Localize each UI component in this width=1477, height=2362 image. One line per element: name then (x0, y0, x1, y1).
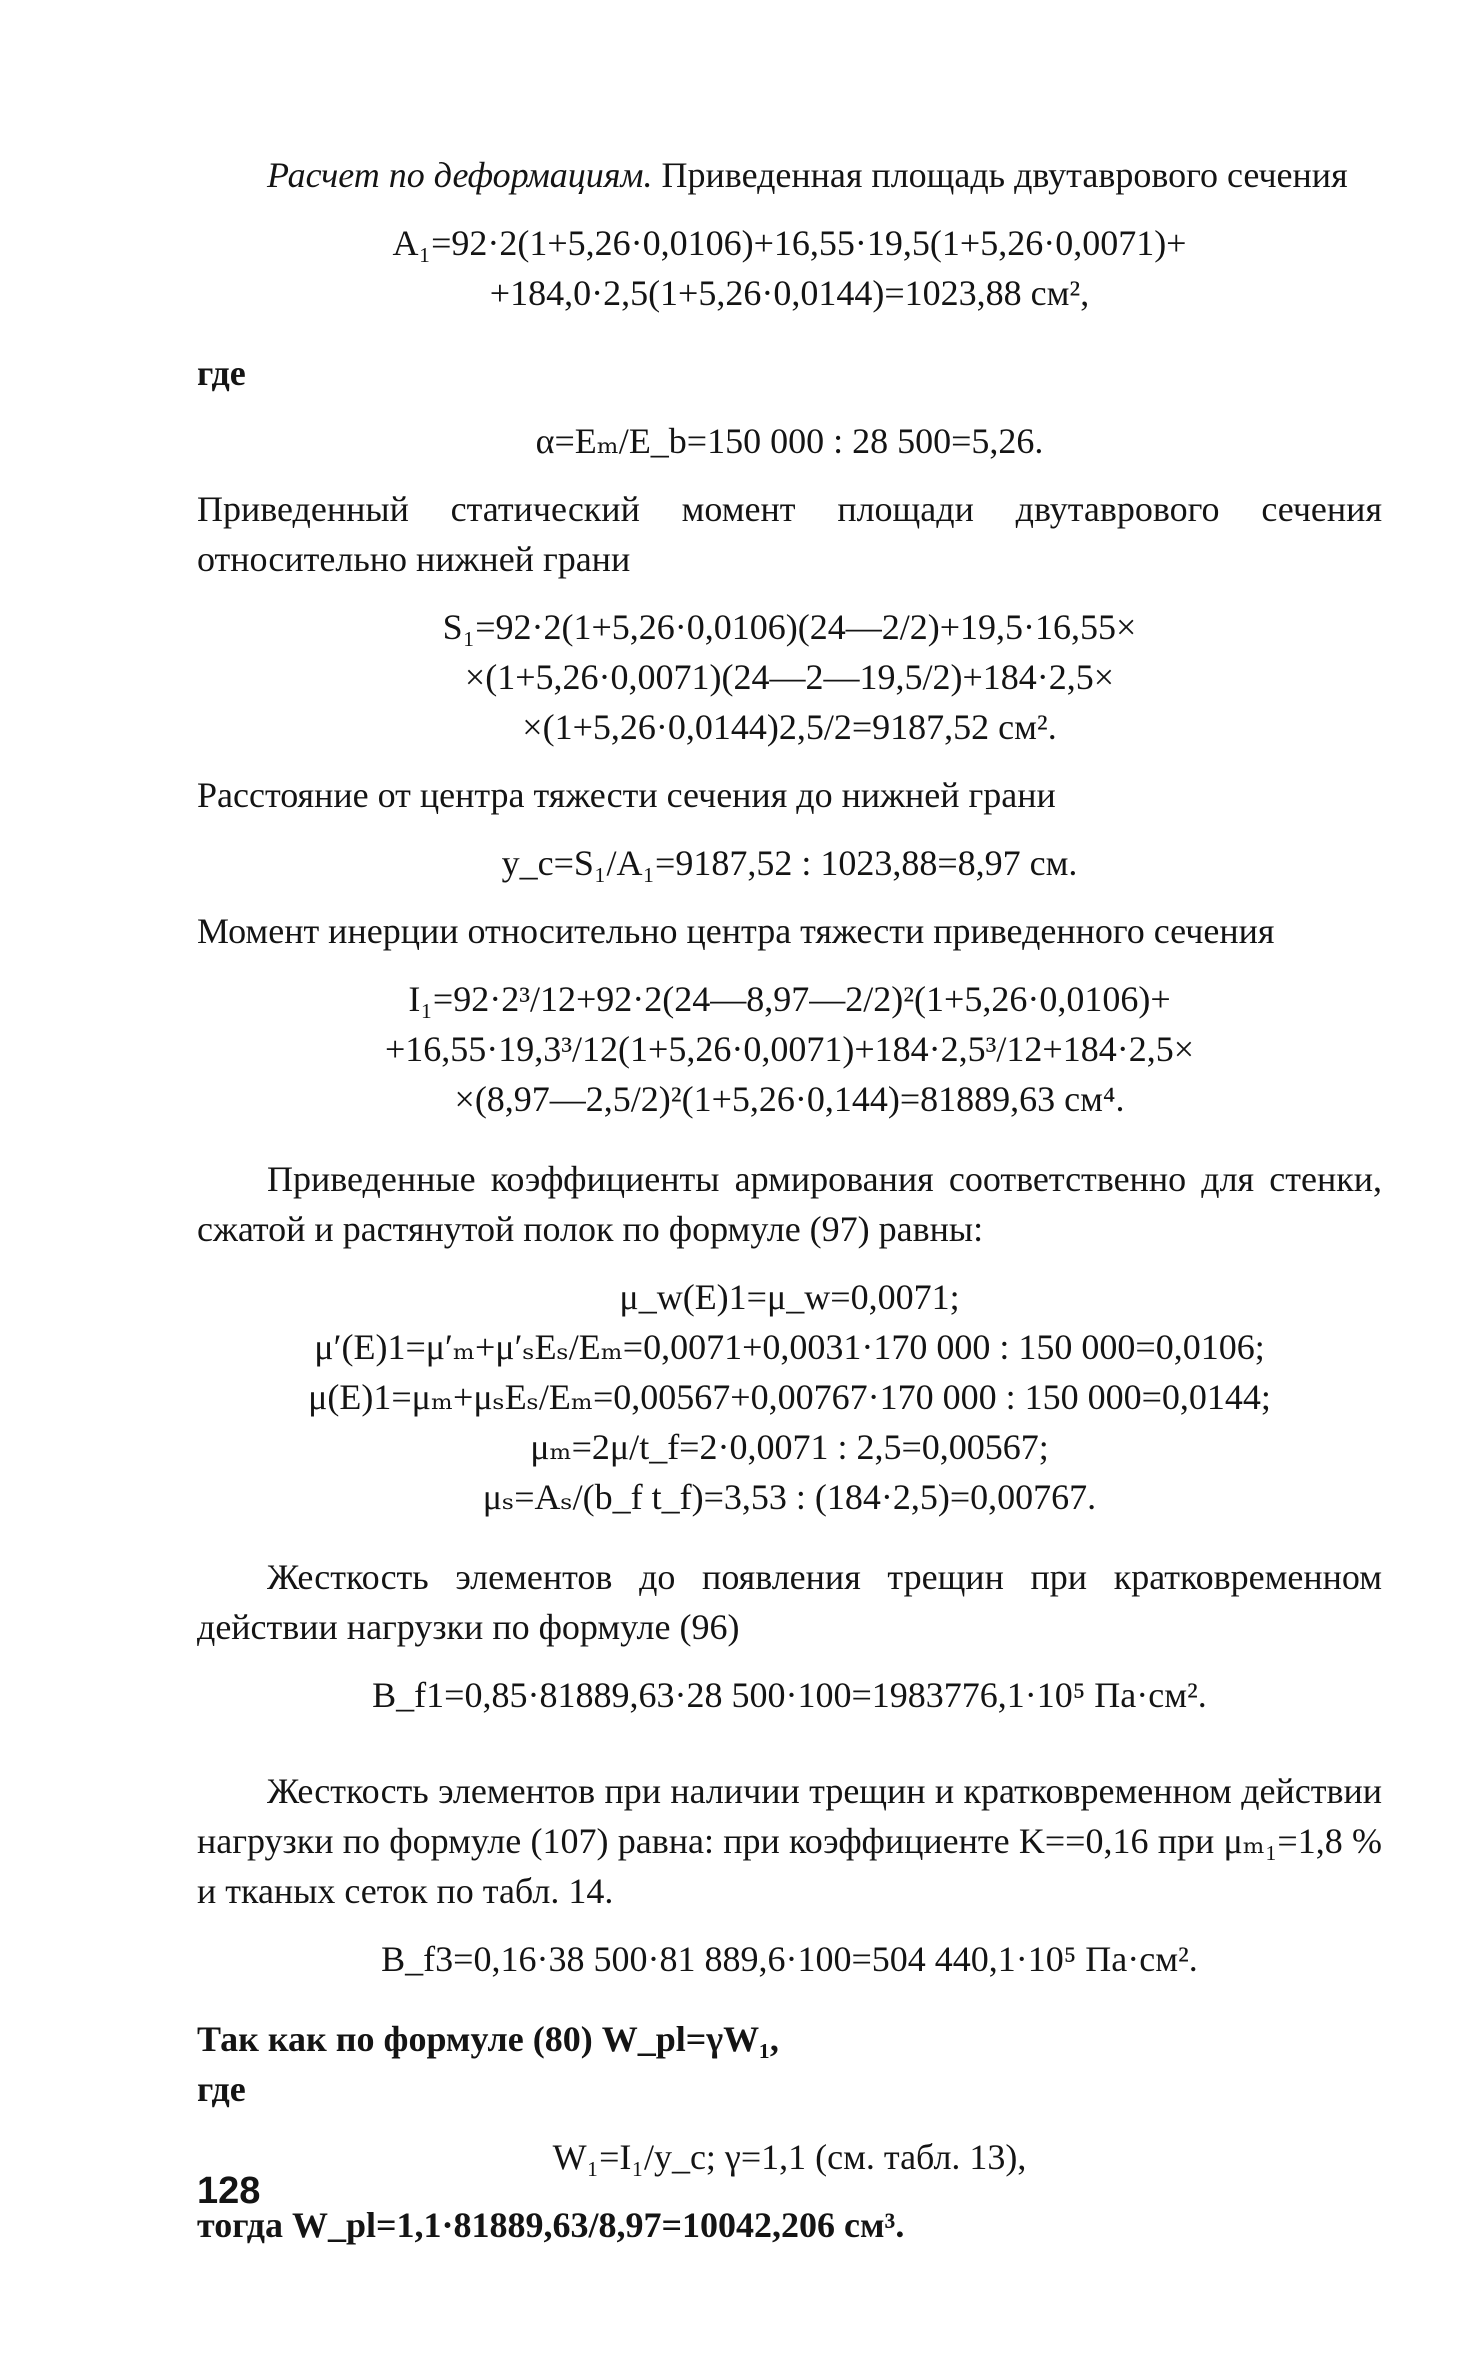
formula-alpha: α=Eₘ/E_b=150 000 : 28 500=5,26. (535, 421, 1044, 461)
paragraph-then-Wpl: тогда W_pl=1,1·81889,63/8,97=10042,206 см³. (197, 2205, 905, 2245)
section-run-in-title: Расчет по деформациям. (267, 155, 653, 195)
formula-mu-line3: μ(E)1=μₘ+μₛEₛ/Eₘ=0,00567+0,00767·170 000 : 150 000=0,0144; (308, 1377, 1271, 1417)
word-where: где (197, 353, 246, 393)
formula-Bf3: B_f3=0,16·38 500·81 889,6·100=504 440,1·10⁵ Па·см². (381, 1939, 1198, 1979)
paragraph-since-formula-80: Так как по формуле (80) W_pl=γW₁, (197, 2019, 779, 2059)
formula-A1-line2: +184,0·2,5(1+5,26·0,0144)=1023,88 см², (489, 273, 1090, 313)
paragraph-centroid-distance: Расстояние от центра тяжести сечения до нижней грани (197, 775, 1056, 815)
formula-I1-line1: I₁=92·2³/12+92·2(24—8,97—2/2)²(1+5,26·0,0106)+ (408, 979, 1171, 1019)
page-number: 128 (197, 2170, 261, 2212)
paragraph-moment-of-inertia: Момент инерции относительно центра тяжести приведенного сечения (197, 911, 1275, 951)
formula-I1-line3: ×(8,97—2,5/2)²(1+5,26·0,144)=81889,63 см⁴. (454, 1079, 1125, 1119)
paragraph-stiffness-before-cracks: Жесткость элементов до появления трещин при кратковременном действии нагрузки по формуле (96) (197, 1557, 1382, 1647)
formula-yc: y_c=S₁/A₁=9187,52 : 1023,88=8,97 см. (501, 843, 1078, 883)
paragraph-deformation-calc (197, 150, 1382, 200)
formula-mu-line1: μ_w(E)1=μ_w=0,0071; (619, 1277, 960, 1317)
formula-S1-line3: ×(1+5,26·0,0144)2,5/2=9187,52 см². (522, 707, 1057, 747)
formula-A1-line1: A₁=92·2(1+5,26·0,0106)+16,55·19,5(1+5,26·0,0071)+ (392, 223, 1187, 263)
formula-S1-line1: S₁=92·2(1+5,26·0,0106)(24—2/2)+19,5·16,55× (442, 607, 1137, 647)
paragraph-reinforcement-coefficients: Приведенные коэффициенты армирования соответственно для стенки, сжатой и растянутой полок по формуле (97) равны: (197, 1159, 1382, 1249)
paragraph-text: Приведенная площадь двутаврового сечения (661, 155, 1348, 195)
formula-S1-line2: ×(1+5,26·0,0071)(24—2—19,5/2)+184·2,5× (464, 657, 1115, 697)
formula-mu-line2: μ′(E)1=μ′ₘ+μ′ₛEₛ/Eₘ=0,0071+0,0031·170 000 : 150 000=0,0106; (314, 1327, 1265, 1367)
paragraph-stiffness-with-cracks: Жесткость элементов при наличии трещин и кратковременном действии нагрузки по формуле (107) равна: при коэффициенте K==0,16 при μₘ₁=1,8 % и тканых сеток по табл. 14. (197, 1771, 1382, 1911)
formula-mu-line5: μₛ=Aₛ/(b_f t_f)=3,53 : (184·2,5)=0,00767. (482, 1477, 1097, 1517)
formula-I1-line2: +16,55·19,3³/12(1+5,26·0,0071)+184·2,5³/12+184·2,5× (384, 1029, 1195, 1069)
formula-mu-line4: μₘ=2μ/t_f=2·0,0071 : 2,5=0,00567; (530, 1427, 1049, 1467)
paragraph-static-moment: Приведенный статический момент площади двутаврового сечения относительно нижней грани (197, 489, 1382, 579)
book-page (197, 150, 1382, 2300)
formula-W1: W₁=I₁/y_c; γ=1,1 (см. табл. 13), (552, 2137, 1027, 2177)
word-where-2: где (197, 2069, 246, 2109)
formula-Bf1: B_f1=0,85·81889,63·28 500·100=1983776,1·10⁵ Па·см². (372, 1675, 1207, 1715)
